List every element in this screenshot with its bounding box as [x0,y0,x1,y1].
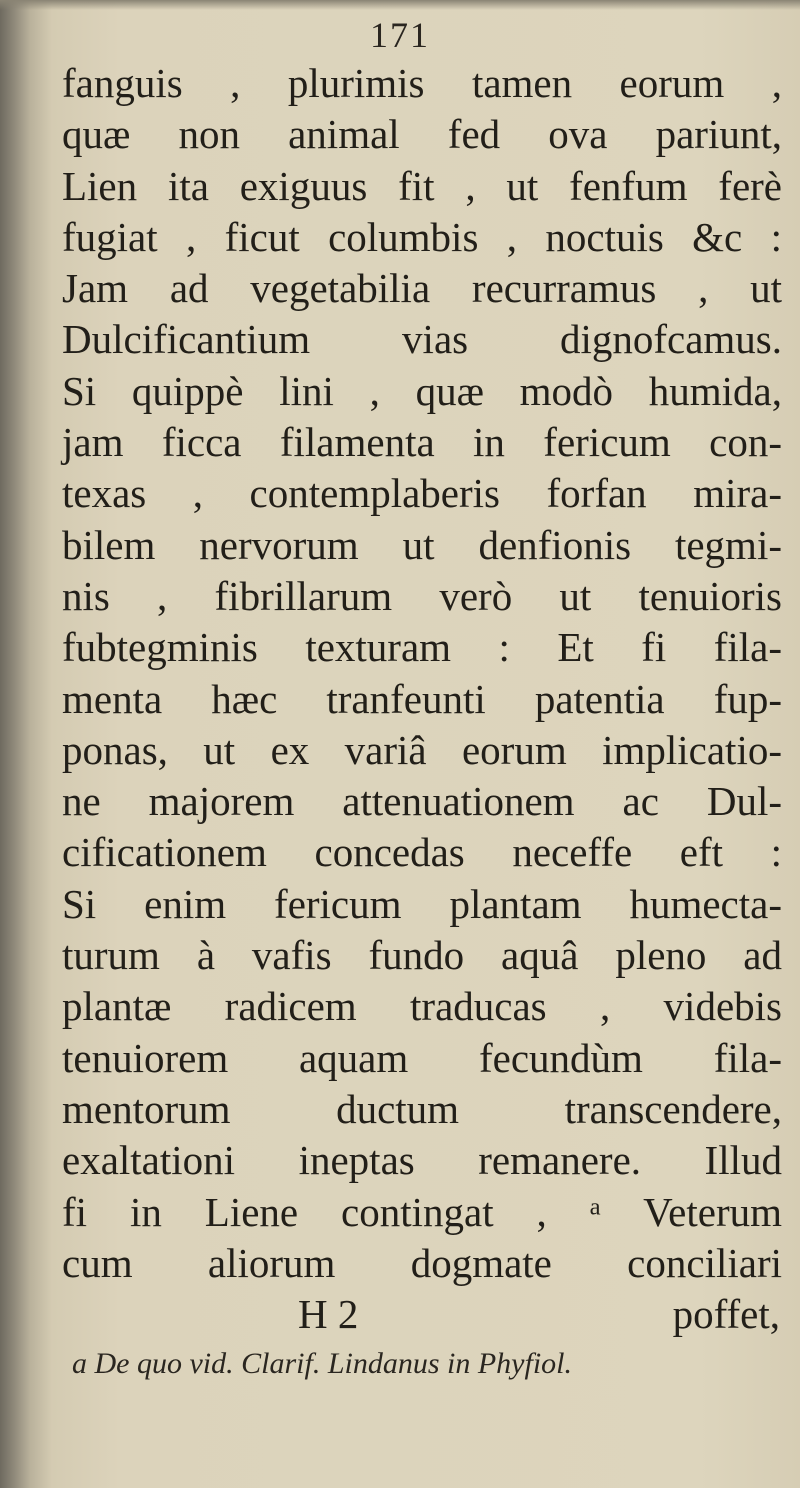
page-number: 171 [370,15,430,55]
catchline [62,1290,780,1342]
text-line: Si quippè lini , quæ modò humida, [62,367,782,414]
text-line: fi in Liene contingat , ᵃ Veterum [62,1188,782,1235]
text-line: nis , fibrillarum verò ut tenuioris [62,572,782,619]
text-line: mentorum ductum transcendere, [62,1085,782,1132]
text-line: ne majorem attenuationem ac Dul- [62,778,782,825]
catchword: poffet, [672,1291,780,1337]
text-line: cum aliorum dogmate conciliari [62,1239,782,1286]
text-line: cificationem concedas neceffe eft : [62,829,782,876]
text-line: texas , contemplaberis forfan mira- [62,470,782,517]
page-edge-shadow [0,0,800,10]
text-line: fubtegminis texturam : Et fi fila- [62,624,782,671]
text-line: bilem nervorum ut denfionis tegmi- [62,521,782,568]
text-line: turum à vafis fundo aquâ pleno ad [62,932,782,979]
text-line: Lien ita exiguus fit , ut fenfum ferè [62,162,782,209]
text-line: plantæ radicem traducas , videbis [62,983,782,1030]
text-line: Dulcificantium vias dignofcamus. [62,316,782,363]
text-line: fugiat , ficut columbis , noctuis &c : [62,213,782,260]
text-line: fanguis , plurimis tamen eorum , [62,60,782,106]
text-line: ponas, ut ex variâ eorum implicatio- [62,726,782,773]
text-line: quæ non animal fed ova pariunt, [62,111,782,158]
text-line: Jam ad vegetabilia recurramus , ut [62,265,782,312]
text-line: jam ficca filamenta in fericum con- [62,419,782,466]
body-text [62,58,782,1289]
text-line: menta hæc tranfeunti patentia fup- [62,675,782,722]
text-line: Si enim fericum plantam humecta- [62,880,782,927]
text-line: exaltationi ineptas remanere. Illud [62,1137,782,1184]
signature-mark: H 2 [298,1291,359,1337]
text-line: tenuiorem aquam fecundùm fila- [62,1034,782,1081]
footnote: a De quo vid. Clarif. Lindanus in Phyfiol. [72,1347,572,1380]
